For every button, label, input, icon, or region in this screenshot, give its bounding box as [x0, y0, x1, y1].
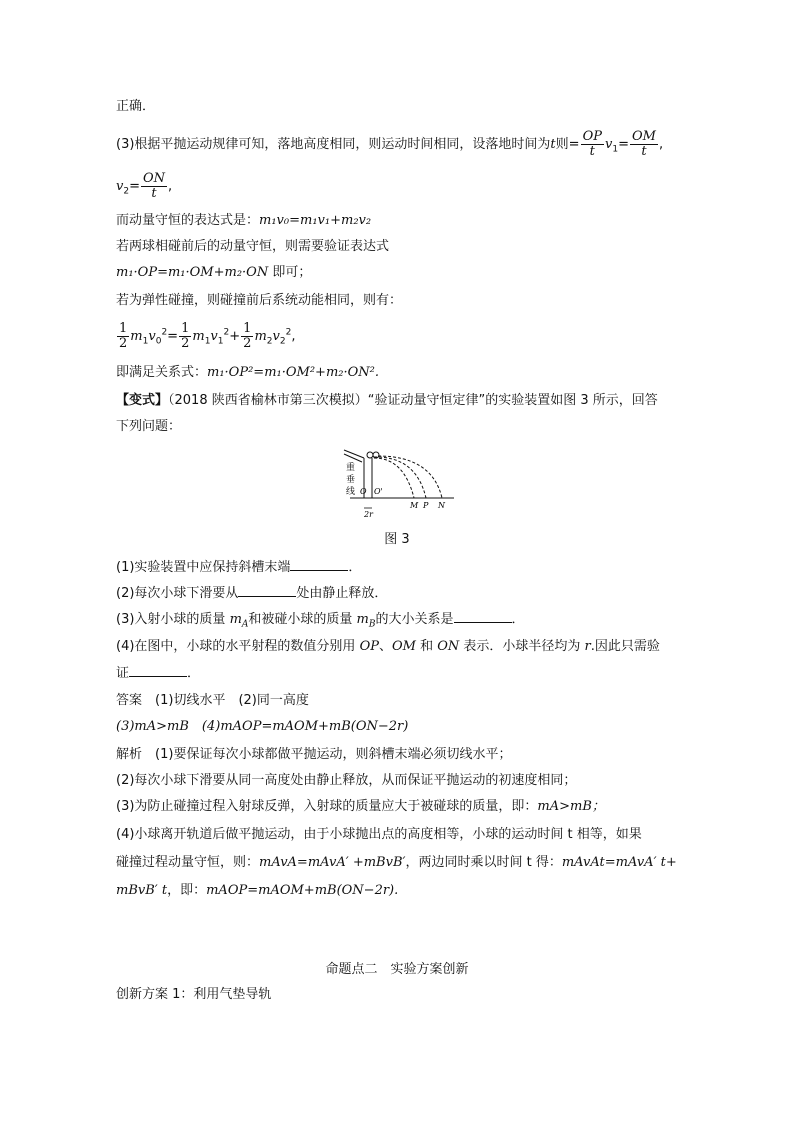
label-zhong: 重 — [346, 463, 356, 473]
variant-question: 【变式】（2018 陕西省榆林市第三次模拟）“验证动量守恒定律”的实验装置如图 3 所示，回答 — [116, 393, 658, 408]
analysis-line: (3)为防止碰撞过程入射球反弹，入射球的质量应大于被碰球的质量，即：mA>mB； — [116, 799, 605, 814]
question-4-cont: 证 ． — [116, 666, 201, 681]
analysis-line: (2)每次小球下滑要从同一高度处由静止释放，从而保证平抛运动的初速度相同； — [116, 773, 577, 788]
ramp-line — [344, 454, 362, 462]
answer-blank — [290, 558, 348, 571]
analysis-line: (4)小球离开轨道后做平抛运动，由于小球抛出点的高度相等，小球的运动时间 t 相等，如果 — [116, 827, 642, 842]
text-line-momentum: 而动量守恒的表达式是：m₁v₀=m₁v₁+m₂v₂ — [116, 213, 372, 228]
var-v2: v — [116, 179, 124, 194]
analysis-line: 解析 (1)要保证每次小球都做平抛运动，则斜槽末端必须切线水平； — [116, 747, 512, 762]
label-o-prime: O' — [374, 487, 383, 496]
section-title: 命题点二 实验方案创新 — [325, 962, 469, 977]
answer-blank — [238, 584, 296, 597]
label-o: O — [360, 487, 367, 496]
question-1: (1)实验装置中应保持斜槽末端 ． — [116, 560, 362, 575]
fraction-op-t: $\frac{OP}{t}$ — [582, 129, 602, 159]
label-xian: 线 — [346, 487, 356, 497]
text-line: 下列问题： — [116, 419, 182, 434]
figure-caption: 图 3 — [384, 532, 410, 547]
text-line: 若两球相碰前后的动量守恒，则需要验证表达式 — [116, 239, 390, 254]
fraction-half: $\frac{1}{2}$ — [243, 321, 252, 351]
answer-blank — [454, 610, 512, 623]
analysis-label: 解析 — [116, 747, 143, 762]
ramp-line — [344, 450, 364, 458]
text-line-energy: $\frac{1}{2}$ $m_1v_0^2=$ $\frac{1}{2}$ $m_1v_1^2+$ $\frac{1}{2}$ $m_2v_2^2$, — [119, 321, 296, 351]
text-line-eq: m₁·OP=m₁·OM+m₂·ON 即可； — [116, 265, 312, 280]
text: (3)根据平抛运动规律可知，落地高度相同，则运动时间相同，设落地时间为 — [116, 137, 551, 152]
question-3: (3)入射小球的质量 $m_A$和被碰小球的质量 $m_B$的大小关系是 ． — [116, 612, 525, 630]
text-line-v2: $v_2=$ $\frac{ON}{t}$ , — [116, 171, 173, 201]
label-chui: 垂 — [346, 475, 356, 485]
fraction-half: $\frac{1}{2}$ — [181, 321, 190, 351]
fraction-on-t: $\frac{ON}{t}$ — [143, 171, 166, 201]
label-m: M — [410, 501, 419, 510]
trajectory-n — [378, 456, 442, 498]
var-v1: v — [604, 137, 613, 152]
text-line-relation: 即满足关系式：m₁·OP²=m₁·OM²+m₂·ON². — [116, 365, 379, 380]
analysis-line: 碰撞过程动量守恒，则：mAvA=mAvA′ +mBvB′，两边同时乘以时间 t 得：mAvAt=mAvA′ t+ — [116, 855, 677, 870]
answer-line-2: (3)mA>mB (4)mAOP=mAOM+mB(ON−2r) — [116, 719, 409, 734]
answer-label: 答案 — [116, 693, 143, 708]
analysis-line: mBvB′ t，即：mAOP=mAOM+mB(ON−2r). — [116, 883, 399, 898]
question-2: (2)每次小球下滑要从 处由静止释放． — [116, 586, 388, 601]
experiment-figure — [338, 446, 458, 518]
text-line-3: (3)根据平抛运动规律可知，落地高度相同，则运动时间相同，设落地时间为t则= $\frac{OP}{t}$ $v_1=$ $\frac{OM}{t}$ , — [116, 129, 664, 159]
text: 则 — [555, 137, 569, 152]
scheme-heading: 创新方案 1：利用气垫导轨 — [116, 987, 272, 1002]
text-line: 正确． — [116, 99, 156, 114]
question-4: (4)在图中，小球的水平射程的数值分别用 OP、OM 和 ON 表示．小球半径均为 r.因此只需验 — [116, 639, 660, 654]
label-2r: 2r — [364, 510, 373, 518]
variant-tag: 【变式】 — [116, 393, 169, 408]
fraction-om-t: $\frac{OM}{t}$ — [631, 129, 656, 159]
label-p: P — [423, 501, 429, 510]
ball — [367, 452, 373, 458]
answer-line: 答案 (1)切线水平 (2)同一高度 — [116, 693, 309, 708]
text-line: 若为弹性碰撞，则碰撞前后系统动能相同，则有： — [116, 293, 403, 308]
label-n: N — [438, 501, 445, 510]
fraction-half: $\frac{1}{2}$ — [119, 321, 128, 351]
var-t: t — [550, 137, 556, 152]
answer-blank — [129, 664, 187, 677]
